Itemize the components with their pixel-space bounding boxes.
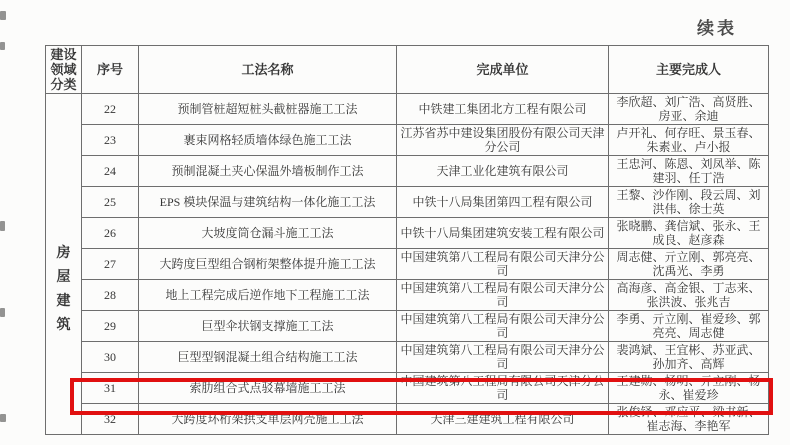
row-no-cell: 31 — [82, 373, 139, 404]
method-cell: 预制管桩超短桩头截桩器施工工法 — [139, 94, 397, 125]
header-category: 建设领域分类 — [46, 46, 82, 94]
table-row — [46, 94, 769, 125]
unit-cell: 中国建筑第八工程局有限公司天津分公司 — [397, 249, 609, 280]
method-cell: 预制混凝土夹心保温外墙板制作工法 — [139, 156, 397, 187]
header-no: 序号 — [82, 46, 139, 94]
row-no-cell: 27 — [82, 249, 139, 280]
unit-cell: 中国建筑第八工程局有限公司天津分公司 — [397, 342, 609, 373]
table-row — [46, 218, 769, 249]
people-cell: 王黎、沙作刚、段云周、刘洪伟、徐士英 — [609, 187, 769, 218]
row-no-cell: 28 — [82, 280, 139, 311]
unit-cell: 江苏省苏中建设集团股份有限公司天津分公司 — [397, 125, 609, 156]
method-cell: 巨型型钢混凝土组合结构施工工法 — [139, 342, 397, 373]
table-row — [46, 187, 769, 218]
people-cell: 王建勋、杨明、亓立刚、杨永、崔爱珍 — [609, 373, 769, 404]
row-no-cell: 23 — [82, 125, 139, 156]
table-row — [46, 249, 769, 280]
people-cell: 李勇、亓立刚、崔爱珍、郭亮亮、周志健 — [609, 311, 769, 342]
table-row — [46, 342, 769, 373]
people-cell: 张晓鹏、龚信斌、张永、王成良、赵彦森 — [609, 218, 769, 249]
row-no-cell: 24 — [82, 156, 139, 187]
scan-artifact — [0, 42, 5, 50]
method-cell: 大跨度巨型组合钢桁架整体提升施工工法 — [139, 249, 397, 280]
people-cell: 裴鸿斌、王宜彬、苏亚武、孙加齐、高辉 — [609, 342, 769, 373]
row-no-cell: 32 — [82, 404, 139, 435]
method-cell: 索肋组合式点驳幕墙施工工法 — [139, 373, 397, 404]
method-cell: 大坡度筒仓漏斗施工工法 — [139, 218, 397, 249]
table-header-row — [46, 46, 769, 94]
table-row-highlighted — [46, 404, 769, 435]
scan-artifact — [0, 11, 6, 20]
header-method: 工法名称 — [139, 46, 397, 94]
row-no-cell: 29 — [82, 311, 139, 342]
continued-table-label: 续表 — [697, 19, 737, 38]
row-no-cell: 22 — [82, 94, 139, 125]
people-cell: 周志健、亓立刚、郭亮亮、沈禹光、李勇 — [609, 249, 769, 280]
people-cell: 卢开礼、何存旺、景玉春、朱素业、卢小报 — [609, 125, 769, 156]
unit-cell: 天津三建建筑工程有限公司 — [397, 404, 609, 435]
header-unit: 完成单位 — [397, 46, 609, 94]
unit-cell: 中国建筑第八工程局有限公司天津分公司 — [397, 280, 609, 311]
method-cell: 巨型伞状钢支撑施工工法 — [139, 311, 397, 342]
people-cell: 李欣超、刘广浩、高贤胜、房亚、余迪 — [609, 94, 769, 125]
table-row — [46, 280, 769, 311]
unit-cell: 中国建筑第八工程局有限公司天津分公司 — [397, 311, 609, 342]
people-cell: 张俊铎、邓应平、梁书新、崔志海、李艳军 — [609, 404, 769, 435]
unit-cell: 天津工业化建筑有限公司 — [397, 156, 609, 187]
row-no-cell: 30 — [82, 342, 139, 373]
unit-cell: 中国建筑第八工程局有限公司天津分公司 — [397, 373, 609, 404]
header-people: 主要完成人 — [609, 46, 769, 94]
method-cell: 大跨度环桁架拱支单层网壳施工工法 — [139, 404, 397, 435]
table-row — [46, 373, 769, 404]
row-no-cell: 26 — [82, 218, 139, 249]
category-cell — [46, 94, 82, 435]
people-cell: 高海彦、高金银、丁志来、张洪波、张兆吉 — [609, 280, 769, 311]
scan-artifact — [0, 414, 6, 422]
scan-artifact — [0, 221, 5, 231]
scan-artifact — [0, 308, 5, 317]
unit-cell: 中铁十八局集团第四工程有限公司 — [397, 187, 609, 218]
row-no-cell: 25 — [82, 187, 139, 218]
unit-cell: 中铁建工集团北方工程有限公司 — [397, 94, 609, 125]
category-vertical-text: 房屋建筑 — [56, 246, 71, 333]
method-cell: 裹束网格轻质墙体绿色施工工法 — [139, 125, 397, 156]
method-cell: EPS 模块保温与建筑结构一体化施工工法 — [139, 187, 397, 218]
method-cell: 地上工程完成后逆作地下工程施工工法 — [139, 280, 397, 311]
table-row — [46, 125, 769, 156]
table-row — [46, 156, 769, 187]
construction-methods-table — [45, 45, 769, 435]
table-row — [46, 311, 769, 342]
people-cell: 王忠河、陈恩、刘凤举、陈建羽、任丁浩 — [609, 156, 769, 187]
unit-cell: 中铁十八局集团建筑安装工程有限公司 — [397, 218, 609, 249]
